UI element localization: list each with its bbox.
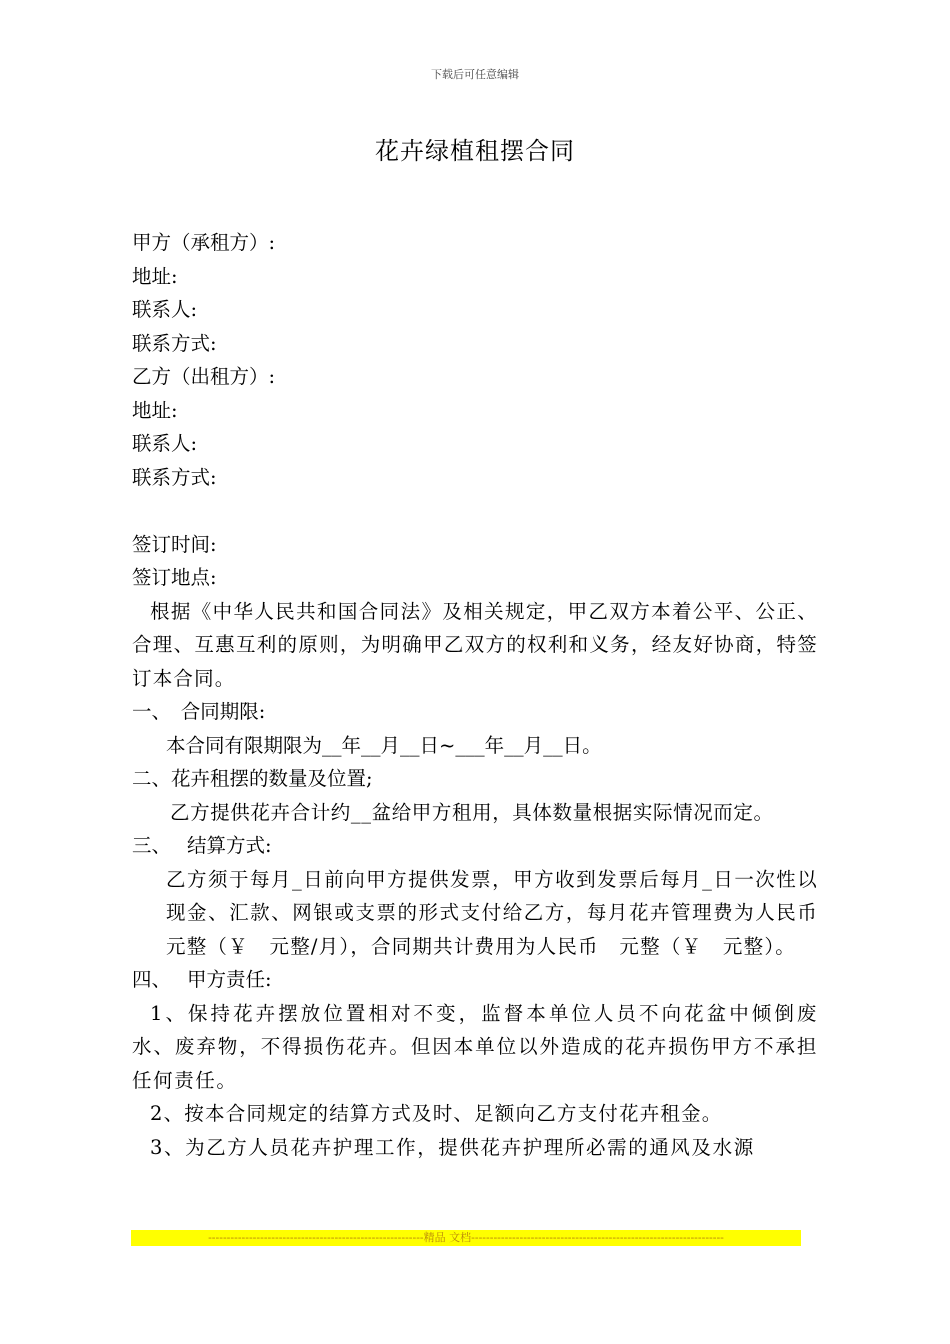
footer-banner bbox=[131, 1230, 801, 1246]
section-1-body: 本合同有限期限为__年__月__日~___年__月__日。 bbox=[166, 733, 602, 757]
document-title: 花卉绿植租摆合同 bbox=[375, 137, 575, 165]
section-2-heading: 二、花卉租摆的数量及位置; bbox=[132, 767, 373, 790]
footer-left-dashes: ---------------------------------------------------------- bbox=[208, 1231, 424, 1244]
section-4-heading: 四、 甲方责任: bbox=[132, 968, 272, 991]
section-4-item-3: 3、为乙方人员花卉护理工作，提供花卉护理所必需的通风及水源 bbox=[150, 1135, 755, 1159]
party-b-contact: 联系人: bbox=[132, 432, 198, 455]
section-4-item-2: 2、按本合同规定的结算方式及时、足额向乙方支付花卉租金。 bbox=[150, 1102, 723, 1125]
section-1-heading: 一、 合同期限: bbox=[132, 700, 266, 723]
footer-right-dashes: -------------------------------------------------------------------- bbox=[471, 1231, 724, 1244]
party-a-phone: 联系方式: bbox=[132, 331, 217, 355]
footer-label: 精品 文档 bbox=[423, 1231, 472, 1244]
party-b-label: 乙方（出租方）: bbox=[132, 365, 276, 388]
party-b-address: 地址: bbox=[132, 398, 178, 422]
section-2-body: 乙方提供花卉合计约__盆给甲方租用，具体数量根据实际情况而定。 bbox=[170, 800, 774, 824]
party-a-address: 地址: bbox=[132, 264, 178, 288]
section-4-item-1: 1、保持花卉摆放位置相对不变，监督本单位人员不向花盆中倾倒废水、废弃物，不得损伤花卉。但因本单位以外造成的花卉损伤甲方不承担任何责任。 bbox=[132, 1001, 818, 1092]
signing-time: 签订时间: bbox=[132, 532, 217, 556]
party-a-contact: 联系人: bbox=[132, 298, 198, 321]
signing-place: 签订地点: bbox=[132, 566, 217, 589]
party-a-label: 甲方（承租方）: bbox=[132, 231, 276, 254]
preamble-paragraph: 根据《中华人民共和国合同法》及相关规定，甲乙双方本着公平、公正、合理、互惠互利的原则，为明确甲乙双方的权利和义务，经友好协商，特签订本合同。 bbox=[132, 599, 818, 690]
document-body bbox=[132, 226, 847, 1164]
section-3-body: 乙方须于每月_日前向甲方提供发票，甲方收到发票后每月_日一次性以现金、汇款、网银或支票的形式支付给乙方，每月花卉管理费为人民币 元整（￥ 元整/月），合同期共计费用为人民币 元整（￥ 元整）。 bbox=[166, 867, 847, 958]
header-note: 下载后可任意编辑 bbox=[431, 68, 519, 81]
section-3-heading: 三、 结算方式: bbox=[132, 834, 272, 857]
spacer bbox=[132, 494, 818, 528]
party-b-phone: 联系方式: bbox=[132, 465, 217, 489]
